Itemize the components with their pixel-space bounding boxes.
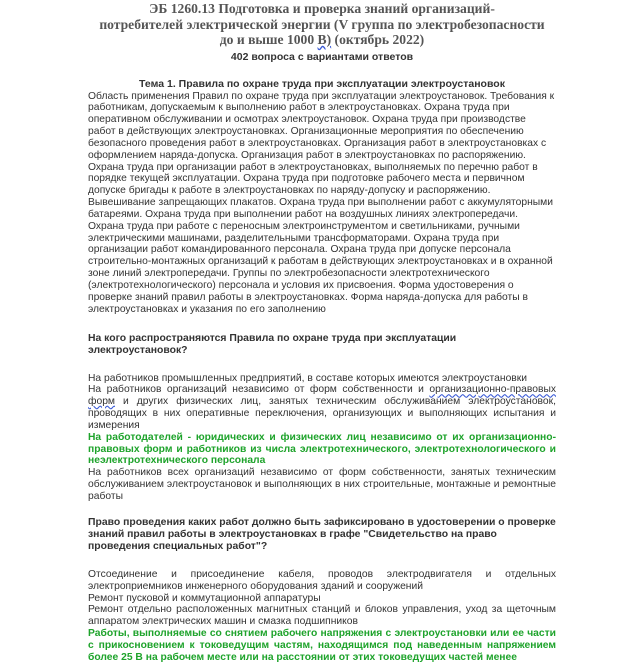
title-line-2: потребителей электрической энергии (V группа по электробезопасности xyxy=(99,16,545,32)
q1-answer-3-correct: На работодателей - юридических и физических лиц независимо от их организационно-правовых форм и работников из числа электротехнического, электротехнологического и неэлектротехнического персонала xyxy=(88,431,556,467)
q2-answer-2: Ремонт пусковой и коммутационной аппаратуры xyxy=(88,592,321,604)
document-subtitle: 402 вопроса с вариантами ответов xyxy=(230,50,414,63)
document-page xyxy=(88,0,556,664)
q1-answer-2-underlined: организационно-правовых форм xyxy=(88,384,556,408)
q1-answer-2 xyxy=(88,384,556,431)
q1-answer-1: На работников промышленных предприятий, в составе которых имеются электроустановки xyxy=(88,372,528,384)
title-line-3-part-b: В) xyxy=(317,32,332,47)
topic-heading: Тема 1. Правила по охране труда при эксплуатации электроустановок xyxy=(139,77,505,90)
title-line-3 xyxy=(88,32,556,48)
title-line-1: ЭБ 1260.13 Подготовка и проверка знаний организаций- xyxy=(149,1,495,16)
document-title xyxy=(88,0,556,48)
q1-answer-2-before: На работников организаций независимо от форм собственности и xyxy=(88,384,430,396)
question-2: Право проведения каких работ должно быть зафиксировано в удостоверении о проверке знаний правил работы в электроустановках в графе "Свидетельство на право проведения специальных работ"? xyxy=(88,516,556,552)
q2-answer-4-correct: Работы, выполняемые со снятием рабочего напряжения с электроустановки или ее части с прикосновением к токоведущим частям, находящимся под наведенным напряжением более 25 В на рабочем месте или на расстоянии от этих токоведущих частей менее xyxy=(88,628,556,663)
topic-description: Область применения Правил по охране труда при эксплуатации электроустановок. Требования к работникам, допускаемым к выполнению работ в электроустановках. Охрана труда при оперативном обслуживании и осмотрах электроустановок. Охрана труда при производстве работ в действующих электроустановках. Организационные мероприятия по обеспечению безопасного проведения работ в электроустановках. Организация работ в электроустановках с оформлением наряда-допуска. Организация работ в электроустановках по распоряжению. Охрана труда при организации работ в электроустановках, выполняемых по перечню работ в порядке текущей эксплуатации. Охрана труда при подготовке рабочего места и первичном допуске бригады к работе в электроустановках по наряду-допуску и распоряжению. Вывешивание запрещающих плакатов. Охрана труда при выполнении работ с аккумуляторными батареями. Охрана труда при выполнении работ на воздушных линиях электропередачи. Охрана труда при работе с переносным электроинструментом и светильниками, ручными электрическими машинами, разделительными трансформаторами. Охрана труда при организации работ командированного персонала. Охрана труда при допуске персонала строительно-монтажных организаций к работам в действующих электроустановках и в охранной зоне линий электропередачи. Группы по электробезопасности электротехнического (электротехнологического) персонала и условия их присвоения. Форма удостоверения о проверке знаний правил работы в электроустановках. Форма наряда-допуска для работы в электроустановках и указания по его заполнению xyxy=(88,90,555,315)
question-1: На кого распространяются Правила по охране труда при эксплуатации электроустановок? xyxy=(88,332,457,356)
q1-answer-4: На работников всех организаций независимо от форм собственности, занятых техническим обслуживанием электроустановок и выполняющих в них строительные, монтажные и ремонтные работы xyxy=(88,467,556,502)
q2-answer-1: Отсоединение и присоединение кабеля, проводов электродвигателя и отдельных электроприемников инженерного оборудования зданий и сооружений xyxy=(88,568,556,592)
q2-answer-3: Ремонт отдельно расположенных магнитных станций и блоков управления, уход за щеточным аппаратом электрических машин и смазка подшипников xyxy=(88,604,556,628)
title-line-3-part-c: (октябрь 2022) xyxy=(331,32,425,47)
title-line-3-part-a: до и выше 1000 xyxy=(219,32,315,47)
q1-answer-2-after: и других физических лиц, занятых техническим обслуживанием электроустановок, проводящих в них оперативные переключения, организующих и выполняющих испытания и измерения xyxy=(88,396,556,431)
